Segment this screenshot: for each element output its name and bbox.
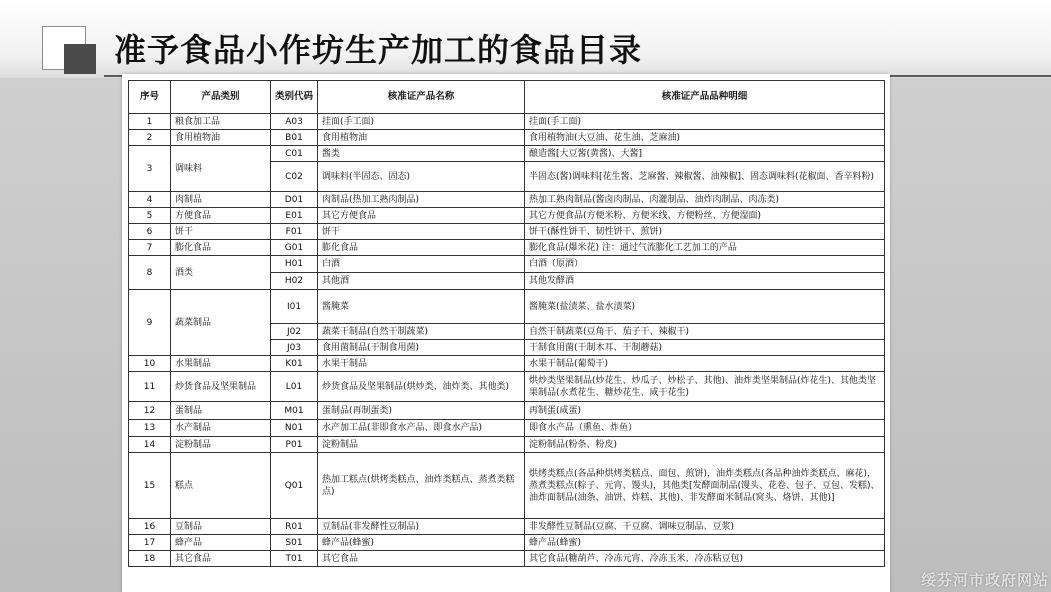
cell-name: 酱类	[318, 146, 525, 162]
decor-square-filled	[64, 44, 96, 74]
cell-detail: 即食水产品（熏鱼、炸鱼）	[525, 420, 885, 437]
cell-no: 1	[129, 114, 171, 130]
cell-name: 挂面(手工面)	[318, 114, 525, 130]
cell-detail: 食用植物油(大豆油、花生油、芝麻油)	[525, 130, 885, 146]
cell-name: 白酒	[318, 256, 525, 273]
cell-code: L01	[271, 372, 318, 402]
cell-name: 调味料(半固态、固态)	[318, 162, 525, 192]
header-product-name: 核准证产品名称	[318, 81, 525, 114]
cell-detail: 其它方便食品(方便米粉、方便米线、方便粉丝、方便湿面)	[525, 208, 885, 224]
cell-name: 肉制品(热加工熟肉制品)	[318, 192, 525, 208]
cell-no: 17	[129, 535, 171, 551]
header-no: 序号	[129, 81, 171, 114]
cell-category: 食用植物油	[171, 130, 271, 146]
table-row	[129, 146, 885, 162]
cell-no: 12	[129, 402, 171, 420]
cell-code: T01	[271, 551, 318, 567]
cell-code: M01	[271, 402, 318, 420]
table-row	[129, 402, 885, 420]
cell-detail: 烘炒类坚果制品(炒花生、炒瓜子、炒松子、其他)、油炸类坚果制品(炸花生)、其他类坚果制品(水煮花生、糖炒花生、咸干花生)	[525, 372, 885, 402]
cell-category: 蛋制品	[171, 402, 271, 420]
table-row	[129, 535, 885, 551]
header-product-detail: 核准证产品品种明细	[525, 81, 885, 114]
cell-category: 糕点	[171, 453, 271, 519]
cell-detail: 干制食用菌(干制木耳、干制蘑菇)	[525, 340, 885, 356]
cell-code: F01	[271, 224, 318, 240]
cell-code: Q01	[271, 453, 318, 519]
cell-code: A03	[271, 114, 318, 130]
cell-category: 调味料	[171, 146, 271, 192]
cell-detail: 热加工熟肉制品(酱卤肉制品、肉灌制品、油炸肉制品、肉冻类)	[525, 192, 885, 208]
cell-category: 水产制品	[171, 420, 271, 437]
cell-name: 蜂产品(蜂蜜)	[318, 535, 525, 551]
cell-code: H02	[271, 273, 318, 290]
table-row	[129, 224, 885, 240]
table-row	[129, 114, 885, 130]
table-row	[129, 551, 885, 567]
table-row	[129, 290, 885, 324]
cell-code: K01	[271, 356, 318, 372]
cell-code: C02	[271, 162, 318, 192]
cell-category: 肉制品	[171, 192, 271, 208]
cell-no: 8	[129, 256, 171, 290]
cell-no: 13	[129, 420, 171, 437]
cell-no: 7	[129, 240, 171, 256]
cell-detail: 挂面(手工面)	[525, 114, 885, 130]
cell-code: E01	[271, 208, 318, 224]
cell-category: 炒货食品及坚果制品	[171, 372, 271, 402]
cell-name: 豆制品(非发酵性豆制品)	[318, 519, 525, 535]
document-image	[122, 74, 890, 592]
cell-name: 酱腌菜	[318, 290, 525, 324]
cell-no: 10	[129, 356, 171, 372]
cell-no: 4	[129, 192, 171, 208]
cell-name: 其它食品	[318, 551, 525, 567]
cell-name: 饼干	[318, 224, 525, 240]
cell-detail: 半固态(酱)调味料[花生酱、芝麻酱、辣椒酱、油辣椒]、固态调味料(花椒面、香辛料粉)	[525, 162, 885, 192]
cell-category: 淀粉制品	[171, 437, 271, 453]
table-row	[129, 240, 885, 256]
cell-detail: 酱腌菜(盐渍菜、盐水渍菜)	[525, 290, 885, 324]
table-row	[129, 356, 885, 372]
cell-code: J03	[271, 340, 318, 356]
cell-detail: 自然干制蔬菜(豆角干、茄子干、辣椒干)	[525, 324, 885, 340]
cell-code: B01	[271, 130, 318, 146]
header-category: 产品类别	[171, 81, 271, 114]
table-row	[129, 130, 885, 146]
cell-category: 膨化食品	[171, 240, 271, 256]
table-row	[129, 208, 885, 224]
cell-no: 2	[129, 130, 171, 146]
cell-category: 其它食品	[171, 551, 271, 567]
cell-name: 水产加工品(非即食水产品、即食水产品)	[318, 420, 525, 437]
cell-name: 淀粉制品	[318, 437, 525, 453]
table-row	[129, 519, 885, 535]
cell-name: 炒货食品及坚果制品(烘炒类、油炸类、其他类)	[318, 372, 525, 402]
table-row	[129, 437, 885, 453]
cell-name: 蔬菜干制品(自然干制蔬菜)	[318, 324, 525, 340]
cell-detail: 膨化食品(爆米花) 注：通过气流膨化工艺加工的产品	[525, 240, 885, 256]
cell-no: 15	[129, 453, 171, 519]
table-header-row	[129, 81, 885, 114]
cell-code: R01	[271, 519, 318, 535]
cell-detail: 再制蛋(咸蛋)	[525, 402, 885, 420]
cell-category: 酒类	[171, 256, 271, 290]
cell-detail: 蜂产品(蜂蜜)	[525, 535, 885, 551]
cell-no: 6	[129, 224, 171, 240]
cell-name: 其它方便食品	[318, 208, 525, 224]
cell-category: 豆制品	[171, 519, 271, 535]
cell-category: 粮食加工品	[171, 114, 271, 130]
table-row	[129, 372, 885, 402]
cell-detail: 水果干制品(葡萄干)	[525, 356, 885, 372]
cell-code: N01	[271, 420, 318, 437]
cell-code: G01	[271, 240, 318, 256]
cell-name: 水果干制品	[318, 356, 525, 372]
cell-name: 热加工糕点(烘烤类糕点、油炸类糕点、蒸煮类糕点)	[318, 453, 525, 519]
cell-code: D01	[271, 192, 318, 208]
cell-no: 16	[129, 519, 171, 535]
cell-detail: 白酒（原酒）	[525, 256, 885, 273]
table-row	[129, 420, 885, 437]
table-row	[129, 256, 885, 273]
cell-name: 蛋制品(再制蛋类)	[318, 402, 525, 420]
cell-code: S01	[271, 535, 318, 551]
table-row	[129, 192, 885, 208]
cell-code: J02	[271, 324, 318, 340]
cell-name: 食用菌制品(干制食用菌)	[318, 340, 525, 356]
cell-detail: 酿造酱[大豆酱(黄酱)、大酱]	[525, 146, 885, 162]
cell-category: 蜂产品	[171, 535, 271, 551]
cell-no: 3	[129, 146, 171, 192]
cell-code: I01	[271, 290, 318, 324]
cell-no: 5	[129, 208, 171, 224]
cell-code: P01	[271, 437, 318, 453]
cell-no: 11	[129, 372, 171, 402]
slide-header	[0, 0, 1051, 78]
cell-category: 蔬菜制品	[171, 290, 271, 356]
cell-detail: 淀粉制品(粉条、粉皮)	[525, 437, 885, 453]
cell-detail: 其他发酵酒	[525, 273, 885, 290]
cell-no: 14	[129, 437, 171, 453]
food-catalog-table	[128, 80, 885, 567]
cell-category: 水果制品	[171, 356, 271, 372]
watermark: 绥芬河市政府网站	[920, 571, 1049, 589]
cell-code: C01	[271, 146, 318, 162]
cell-detail: 烘烤类糕点(各品种烘烤类糕点、面包、煎饼)，油炸类糕点(各品种油炸类糕点、麻花)，蒸煮类糕点(粽子、元宵、馒头)，其他类[发酵面制品(馒头、花卷、包子、豆包、发糕)、油炸面制品(油条、油饼、炸糕、其他)、非发酵面米制品(窝头、烙饼、其他)]	[525, 453, 885, 519]
cell-name: 食用植物油	[318, 130, 525, 146]
cell-category: 方便食品	[171, 208, 271, 224]
cell-detail: 非发酵性豆制品(豆腐、干豆腐、调味豆制品、豆浆)	[525, 519, 885, 535]
cell-no: 9	[129, 290, 171, 356]
cell-detail: 饼干(酥性饼干、韧性饼干、煎饼)	[525, 224, 885, 240]
cell-category: 饼干	[171, 224, 271, 240]
cell-name: 膨化食品	[318, 240, 525, 256]
page-title: 准予食品小作坊生产加工的食品目录	[114, 31, 643, 69]
cell-name: 其他酒	[318, 273, 525, 290]
cell-code: H01	[271, 256, 318, 273]
table-row	[129, 453, 885, 519]
cell-detail: 其它食品(糖葫芦、冷冻元宵、冷冻玉米、冷冻粘豆包)	[525, 551, 885, 567]
cell-no: 18	[129, 551, 171, 567]
header-code: 类别代码	[271, 81, 318, 114]
